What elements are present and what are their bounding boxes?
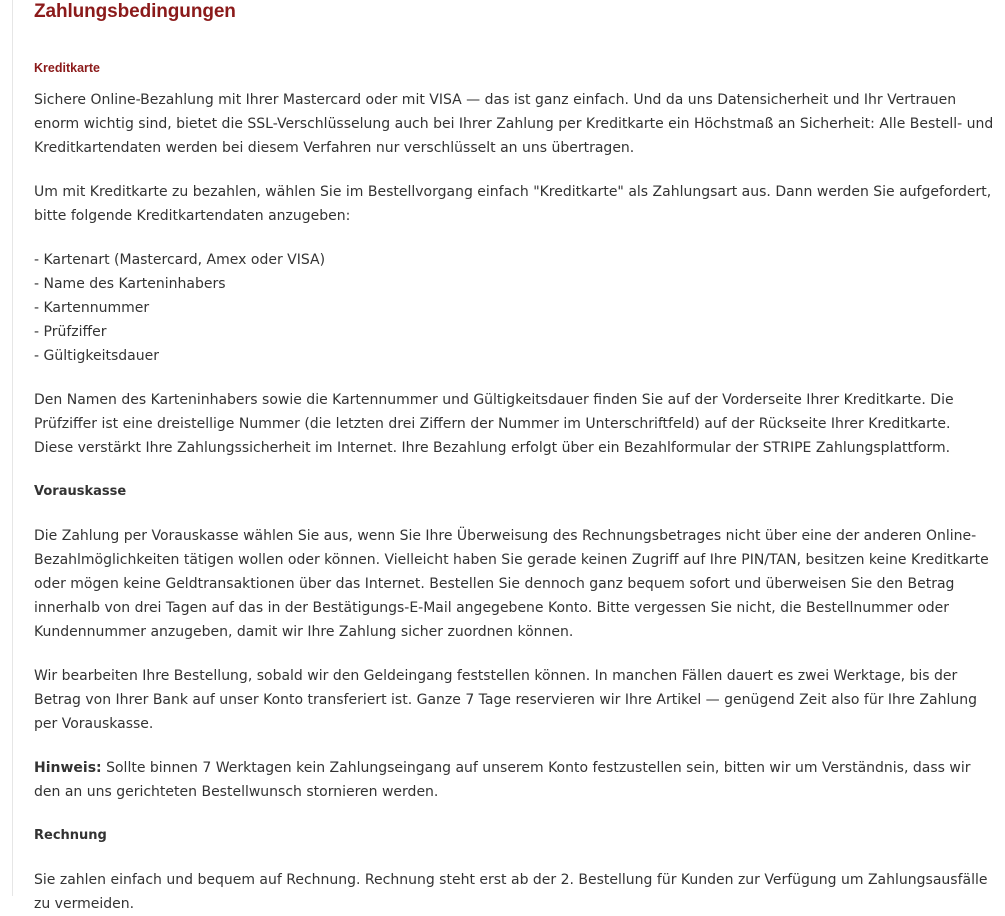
section-heading-kreditkarte: Kreditkarte (34, 61, 100, 75)
content-area (34, 0, 994, 916)
list-item: - Kartennummer (34, 300, 150, 316)
vorauskasse-note (34, 756, 994, 804)
list-item: - Prüfziffer (34, 324, 107, 340)
list-item: - Kartenart (Mastercard, Amex oder VISA) (34, 252, 326, 268)
kreditkarte-instructions-paragraph: Um mit Kreditkarte zu bezahlen, wählen Sie im Bestellvorgang einfach "Kreditkarte" als Zahlungsart aus. Dann werden Sie aufgefordert, bitte folgende Kreditkartendaten anzugeben: (34, 184, 992, 224)
list-item: - Name des Karteninhabers (34, 276, 226, 292)
rechnung-paragraph: Sie zahlen einfach und bequem auf Rechnung. Rechnung steht erst ab der 2. Bestellung für Kunden zur Verfügung um Zahlungsausfälle zu vermeiden. (34, 872, 988, 912)
note-text: Sollte binnen 7 Werktagen kein Zahlungseingang auf unserem Konto festzustellen sein, bitten wir um Verständnis, dass wir den an uns gerichteten Bestellwunsch stornieren werden. (34, 760, 971, 800)
note-label: Hinweis: (34, 760, 102, 776)
list-item: - Gültigkeitsdauer (34, 348, 159, 364)
page-title: Zahlungsbedingungen (34, 1, 236, 22)
vorauskasse-paragraph-1: Die Zahlung per Vorauskasse wählen Sie aus, wenn Sie Ihre Überweisung des Rechnungsbetrages nicht über eine der anderen Online-Bezahlmöglichkeiten tätigen wollen oder können. Vielleicht haben Sie gerade keinen Zugriff auf Ihre PIN/TAN, besitzen keine Kreditkarte oder mögen keine Geldtransaktionen über das Internet. Bestellen Sie dennoch ganz bequem sofort und überweisen Sie den Betrag innerhalb von drei Tagen auf das in der Bestätigungs-E-Mail angegebene Konto. Bitte vergessen Sie nicht, die Bestellnummer oder Kundennummer anzugeben, damit wir Ihre Zahlung sicher zuordnen können. (34, 528, 989, 640)
kreditkarte-fields-list (34, 248, 994, 368)
kreditkarte-details-paragraph: Den Namen des Karteninhabers sowie die Kartennummer und Gültigkeitsdauer finden Sie auf der Vorderseite Ihrer Kreditkarte. Die Prüfziffer ist eine dreistellige Nummer (die letzten drei Ziffern der Nummer im Unterschriftfeld) auf der Rückseite Ihrer Kreditkarte. Diese verstärkt Ihre Zahlungssicherheit im Internet. Ihre Bezahlung erfolgt über ein Bezahlformular der STRIPE Zahlungsplattform. (34, 392, 954, 456)
left-divider (12, 0, 13, 896)
kreditkarte-intro-paragraph: Sichere Online-Bezahlung mit Ihrer Mastercard oder mit VISA — das ist ganz einfach. Und da uns Datensicherheit und Ihr Vertrauen enorm wichtig sind, bietet die SSL-Verschlüsselung auch bei Ihrer Zahlung per Kreditkarte ein Höchstmaß an Sicherheit: Alle Bestell- und Kreditkartendaten werden bei diesem Verfahren nur verschlüsselt an uns übertragen. (34, 92, 994, 156)
vorauskasse-paragraph-2: Wir bearbeiten Ihre Bestellung, sobald wir den Geldeingang feststellen können. In manchen Fällen dauert es zwei Werktage, bis der Betrag von Ihrer Bank auf unser Konto transferiert ist. Ganze 7 Tage reservieren wir Ihre Artikel — genügend Zeit also für Ihre Zahlung per Vorauskasse. (34, 668, 977, 732)
section-heading-rechnung: Rechnung (34, 828, 107, 843)
section-heading-vorauskasse: Vorauskasse (34, 484, 127, 499)
